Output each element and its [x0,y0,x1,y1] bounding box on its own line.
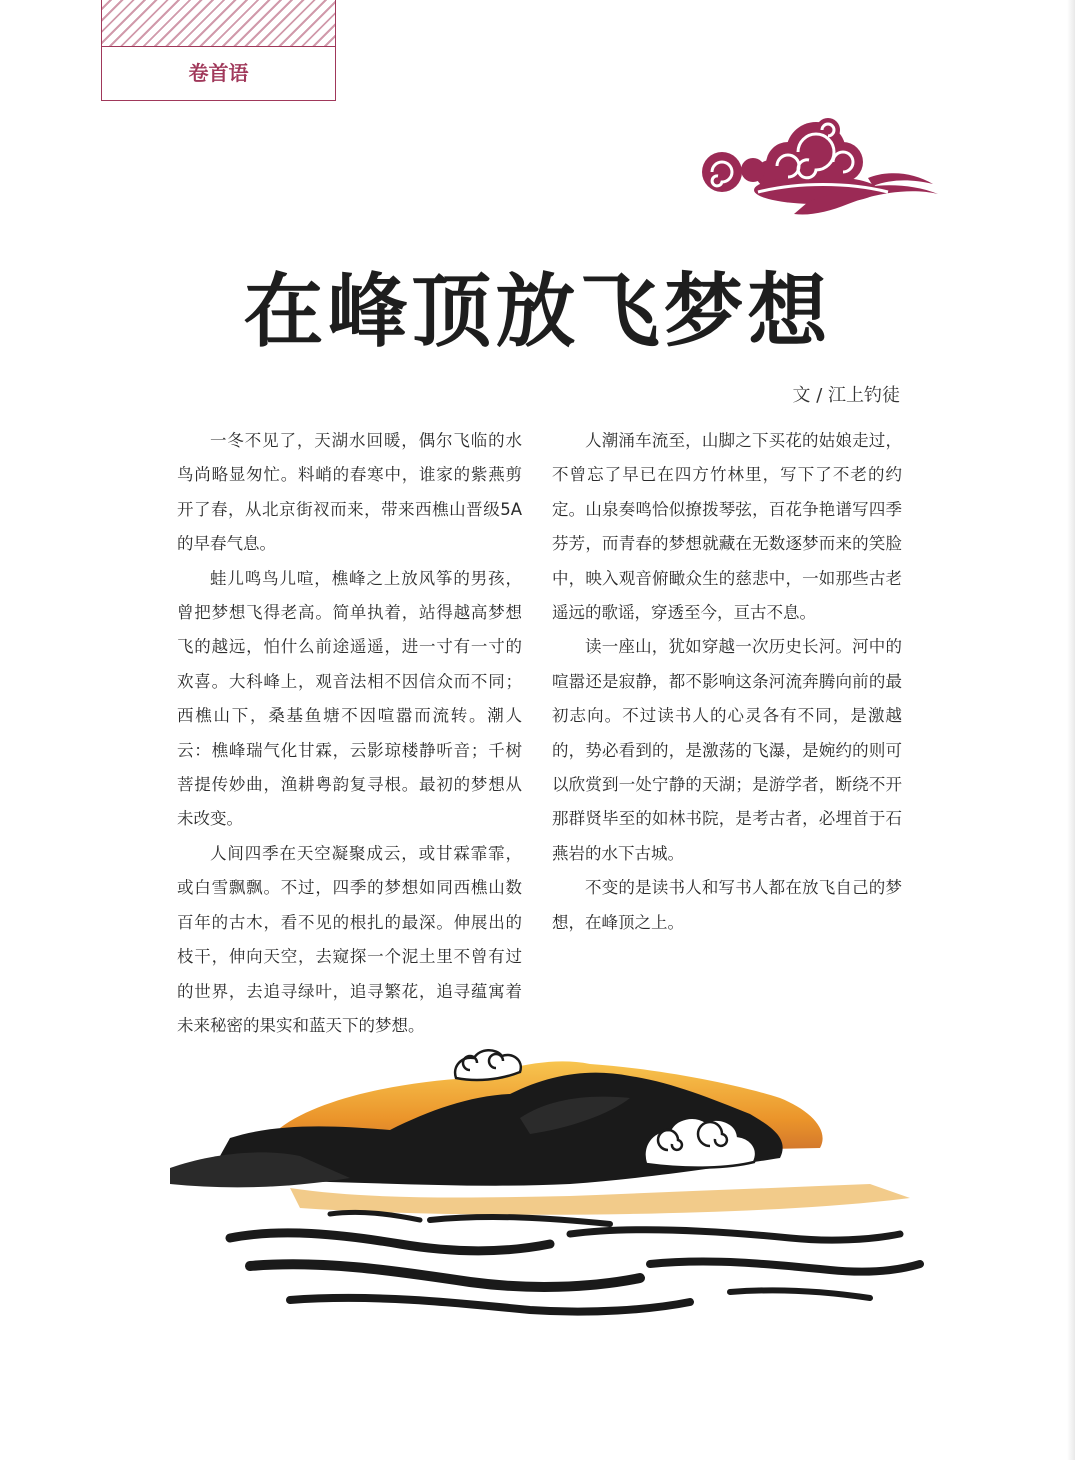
section-label: 卷首语 [188,61,249,85]
paragraph: 人潮涌车流至，山脚之下买花的姑娘走过，不曾忘了早已在四方竹林里，写下了不老的约定。山泉奏鸣恰似撩拨琴弦，百花争艳谱写四季芬芳，而青春的梦想就藏在无数逐梦而来的笑脸中，映入观音俯瞰众生的慈悲中，一如那些古老遥远的歌谣，穿透至今，亘古不息。 [552,431,902,623]
page-edge-shadow [1067,0,1075,1460]
paragraph: 读一座山，犹如穿越一次历史长河。河中的喧嚣还是寂静，都不影响这条河流奔腾向前的最初志向。不过读书人的心灵各有不同，是激越的，势必看到的，是激荡的飞瀑，是婉约的则可以欣赏到一处宁静的天湖；是游学者，断绕不开那群贤毕至的如林书院，是考古者，必埋首于石燕岩的水下古城。 [552,637,902,863]
paragraph: 蛙儿鸣鸟儿喧，樵峰之上放风筝的男孩，曾把梦想飞得老高。简单执着，站得越高梦想飞的越远，怕什么前途遥遥，进一寸有一寸的欢喜。大科峰上，观音法相不因信众而不同；西樵山下，桑基鱼塘不因喧嚣而流转。潮人云：樵峰瑞气化甘霖，云影琼楼静听音；千树菩提传妙曲，渔耕粤韵复寻根。最初的梦想从未改变。 [177,568,522,829]
section-tag [101,0,336,101]
article-byline: 文 / 江上钓徒 [792,385,900,406]
right-column [552,424,902,940]
left-column [177,424,522,1043]
article-title: 在峰顶放飞梦想 [243,265,832,358]
paragraph: 人间四季在天空凝聚成云，或甘霖霏霏，或白雪飘飘。不过，四季的梦想如同西樵山数百年的古木，看不见的根扎的最深。伸展出的枝干，伸向天空，去窥探一个泥土里不曾有过的世界，去追寻绿叶，追寻繁花，追寻蕴寓着未来秘密的果实和蓝天下的梦想。 [177,843,522,1035]
paragraph: 不变的是读书人和写书人都在放飞自己的梦想，在峰顶之上。 [552,878,902,932]
section-tag-hatch [102,0,335,47]
ink-landscape-illustration [170,1038,940,1318]
paragraph: 一冬不见了，天湖水回暖，偶尔飞临的水鸟尚略显匆忙。料峭的春寒中，谁家的紫燕剪开了春，从北京街衩而来，带来西樵山晋级5A的早春气息。 [177,431,522,554]
auspicious-cloud-icon [698,112,940,218]
